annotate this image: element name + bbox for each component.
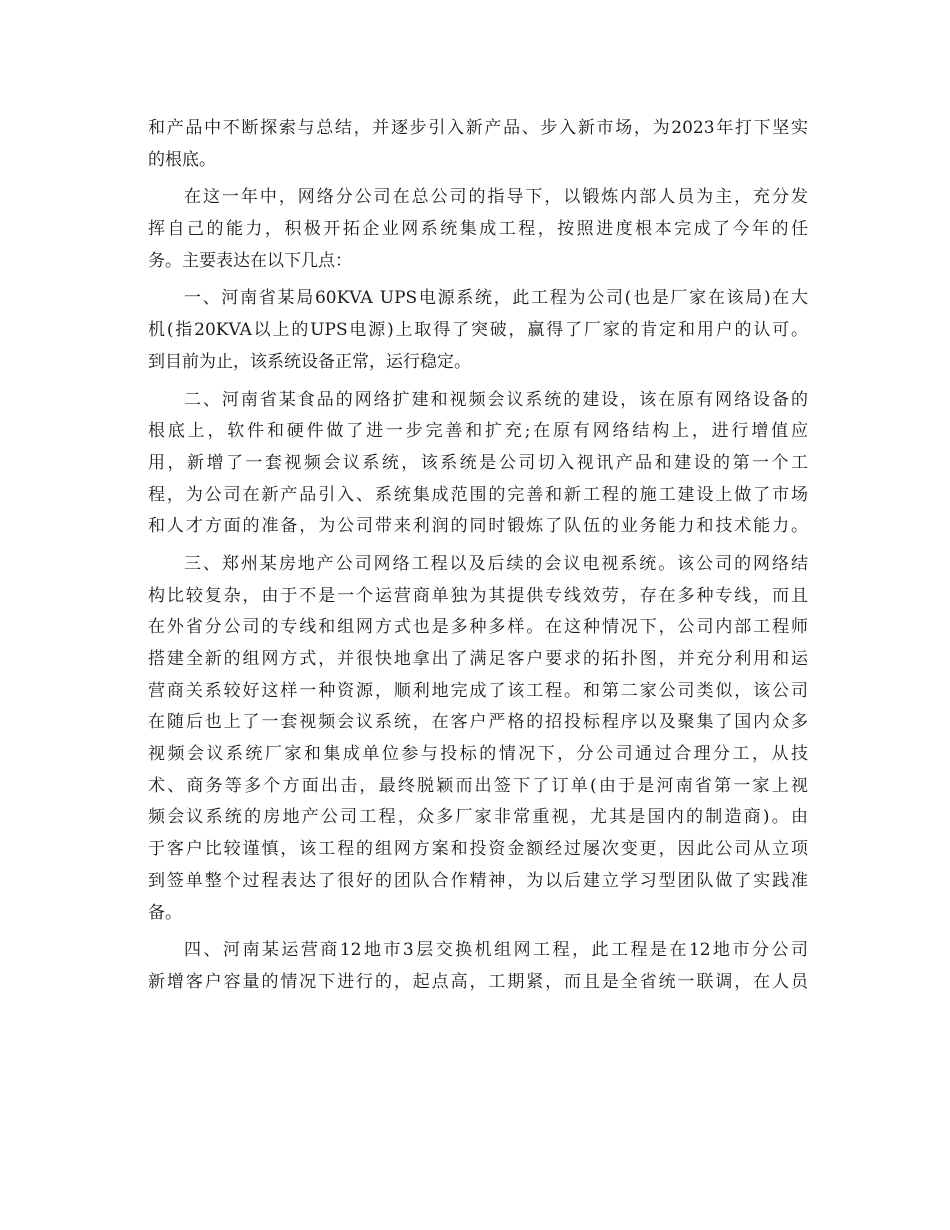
text-line: 四、河南某运营商12地市3层交换机组网工程，此工程是在12地市分公司 <box>184 940 808 961</box>
text-line: 挥自己的能力，积极开拓企业网系统集成工程，按照进度根本完成了今年的任 <box>148 219 808 240</box>
text-line: 频会议系统的房地产公司工程，众多厂家非常重视，尤其是国内的制造商)。由 <box>148 807 808 828</box>
text-line: 和产品中不断探索与总结，并逐步引入新产品、步入新市场，为2023年打下坚实 <box>148 118 808 138</box>
text-line: 一、河南省某局60KVA UPS电源系统，此工程为公司(也是厂家在该局)在大 <box>184 288 808 309</box>
text-line: 用，新增了一套视频会议系统，该系统是公司切入视讯产品和建设的第一个工 <box>148 452 808 473</box>
text-line: 到目前为止，该系统设备正常，运行稳定。 <box>148 351 471 372</box>
text-line: 根底上，软件和硬件做了进一步完善和扩充;在原有网络结构上，进行增值应 <box>148 421 808 442</box>
text-line: 搭建全新的组网方式，并很快地拿出了满足客户要求的拓扑图，并充分利用和运 <box>148 649 808 669</box>
text-line: 于客户比较谨慎，该工程的组网方案和投资金额经过屡次变更，因此公司从立项 <box>148 839 808 860</box>
text-line: 和人才方面的准备，为公司带来利润的同时锻炼了队伍的业务能力和技术能力。 <box>148 516 808 537</box>
text-line: 构比较复杂，由于不是一个运营商单独为其提供专线效劳，存在多种专线，而且 <box>148 585 808 606</box>
text-line: 备。 <box>148 902 182 923</box>
text-line: 三、郑州某房地产公司网络工程以及后续的会议电视系统。该公司的网络结 <box>184 553 808 574</box>
text-line: 术、商务等多个方面出击，最终脱颖而出签下了订单(由于是河南省第一家上视 <box>148 775 808 796</box>
text-line: 在随后也上了一套视频会议系统，在客户严格的招投标程序以及聚集了国内众多 <box>148 712 808 733</box>
document-body <box>148 113 808 999</box>
text-line: 到签单整个过程表达了很好的团队合作精神，为以后建立学习型团队做了实践准 <box>148 870 808 891</box>
text-line: 务。主要表达在以下几点： <box>148 250 352 271</box>
text-line: 程，为公司在新产品引入、系统集成范围的完善和新工程的施工建设上做了市场 <box>148 484 808 505</box>
text-line: 机(指20KVA以上的UPS电源)上取得了突破，赢得了厂家的肯定和用户的认可。 <box>148 320 808 341</box>
text-line: 的根底。 <box>148 149 216 170</box>
text-line: 在这一年中，网络分公司在总公司的指导下，以锻炼内部人员为主，充分发 <box>184 187 808 208</box>
text-line: 营商关系较好这样一种资源，顺利地完成了该工程。和第二家公司类似，该公司 <box>148 680 808 701</box>
text-line: 二、河南省某食品的网络扩建和视频会议系统的建设，该在原有网络设备的 <box>184 389 808 410</box>
text-line: 视频会议系统厂家和集成单位参与投标的情况下，分公司通过合理分工，从技 <box>148 744 808 765</box>
text-line: 新增客户容量的情况下进行的，起点高，工期紧，而且是全省统一联调，在人员 <box>148 971 808 992</box>
text-line: 在外省分公司的专线和组网方式也是多种多样。在这种情况下，公司内部工程师 <box>148 617 808 638</box>
